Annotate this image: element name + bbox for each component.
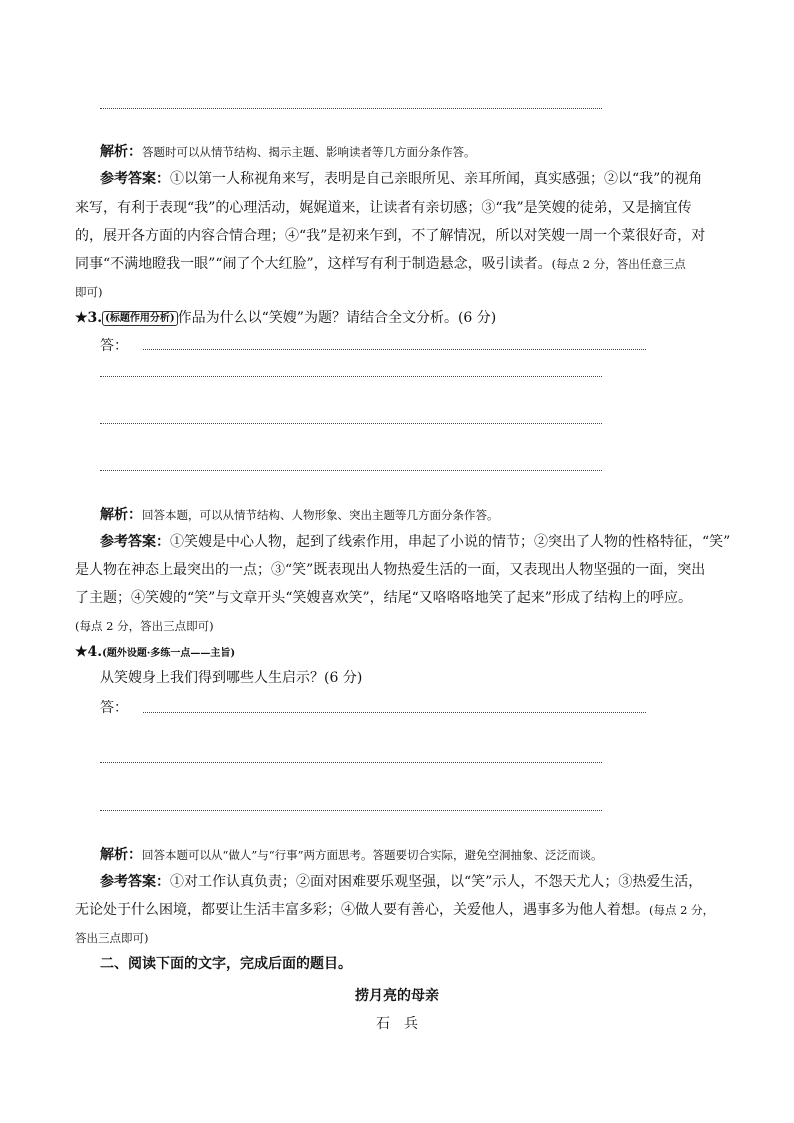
q2-analysis [100,143,476,161]
answer-line[interactable] [100,810,602,811]
answer-prompt: 答： [100,338,128,354]
star-number: ★4. [75,644,103,660]
answer-prompt: 答： [100,700,128,716]
answer-text: 同事“不满地瞪我一眼”“闹了个大红脸”，这样写有利于制造悬念，吸引读者。 [75,256,552,272]
q4-question: 从笑嫂身上我们得到哪些人生启示？(6 分) [100,670,363,686]
q4-answer-line-1 [100,873,702,891]
q3-question [75,309,496,327]
analysis-text: 回答本题，可以从情节结构、人物形象、突出主题等几方面分条作答。 [142,508,499,522]
q4-heading [75,643,235,663]
q2-answer-line-1 [100,170,702,188]
q3-answer-line-3: 了主题；④笑嫂的“笑”与文章开头“笑嫂喜欢笑”，结尾“又咯咯咯地笑了起来”形成了结构上的呼应。 [75,590,692,606]
score-note: (每点 2 分，答出任意三点 [551,257,686,271]
answer-label: 参考答案： [100,171,170,187]
q3-score-note: (每点 2 分，答出三点即可) [75,619,214,633]
answer-line[interactable] [100,470,602,471]
section-heading: 二、阅读下面的文字，完成后面的题目。 [100,956,352,972]
score-note: (每点 2 分， [649,903,715,917]
answer-label: 参考答案： [100,874,170,890]
q4-analysis [100,846,603,864]
q4-answer-line-2 [75,901,714,919]
analysis-label: 解析： [100,847,142,863]
answer-text: 无论处于什么困境，都要让生活丰富多彩；④做人要有善心，关爱他人，遇事多为他人着想。 [75,902,649,918]
question-tag: (标题作用分析) [102,311,177,326]
analysis-text: 回答本题可以从“做人”与“行事”两方面思考。答题要切合实际，避免空洞抽象、泛泛而谈。 [142,848,603,862]
star-number: ★3. [75,310,103,326]
answer-text: ①笑嫂是中心人物，起到了线索作用，串起了小说的情节；②突出了人物的性格特征，“笑” [170,534,731,550]
q3-answer-line-2: 是人物在神态上最突出的一点；③“笑”既表现出人物热爱生活的一面，又表现出人物坚强的一面，突出 [75,562,706,578]
question-tag: (题外设题·多练一点——主旨) [102,648,236,659]
story-author: 石 兵 [376,1016,418,1032]
q4-score-note-end: 答出三点即可) [75,931,149,945]
analysis-text: 答题时可以从情节结构、揭示主题、影响读者等几方面分条作答。 [142,145,476,159]
answer-line[interactable] [100,376,602,377]
answer-text: ①对工作认真负责；②面对困难要乐观坚强，以“笑”示人，不怨天尤人；③热爱生活， [170,874,703,890]
answer-line [100,108,602,109]
q2-score-note-end: 即可) [75,285,103,299]
q3-answer-line-1 [100,533,730,551]
analysis-label: 解析： [100,144,142,160]
q3-analysis [100,506,499,524]
analysis-label: 解析： [100,507,142,523]
answer-text: ①以第一人称视角来写，表明是自己亲眼所见、亲耳所闻，真实感强；②以“我”的视角 [170,171,703,187]
q2-answer-line-4 [75,255,686,273]
q2-answer-line-3: 的，展开各方面的内容合情合理；④“我”是初来乍到，不了解情况，所以对笑嫂一周一个菜很好奇，对 [75,228,706,244]
answer-line[interactable] [100,423,602,424]
story-title: 捞月亮的母亲 [355,988,439,1004]
q2-answer-line-2: 来写，有利于表现“我”的心理活动，娓娓道来，让读者有亲切感；③“我”是笑嫂的徒弟，又是摘宜传 [75,200,692,216]
answer-line[interactable] [143,712,646,713]
question-text: 作品为什么以“笑嫂”为题？请结合全文分析。(6 分) [177,310,497,326]
answer-label: 参考答案： [100,534,170,550]
answer-line[interactable] [143,349,646,350]
answer-line[interactable] [100,762,602,763]
